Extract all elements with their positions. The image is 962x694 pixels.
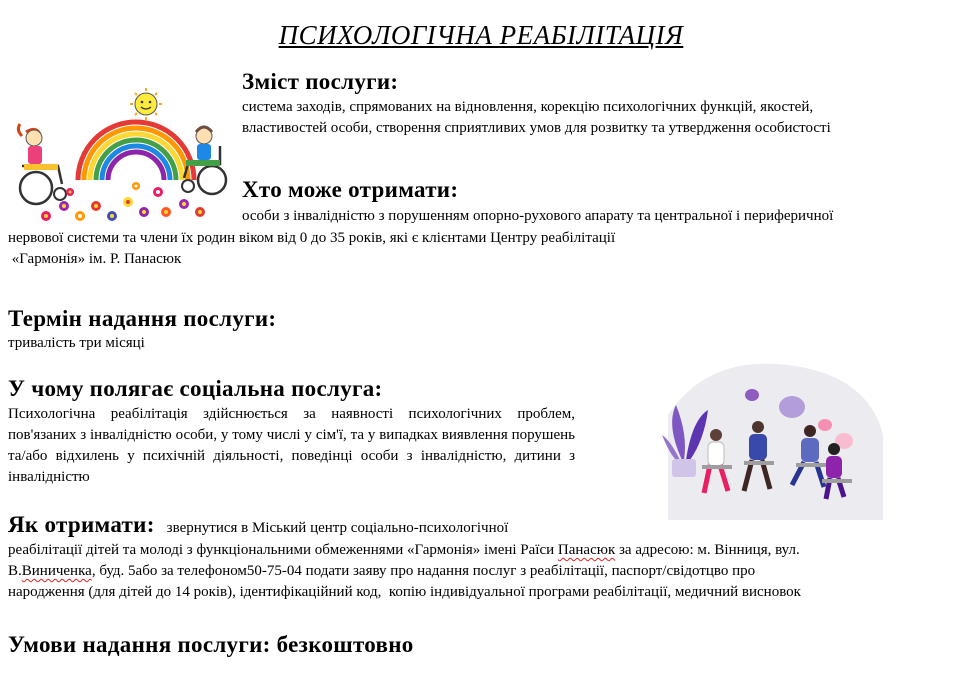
who-line-1: особи з інвалідністю з порушенням опорно-рухового апарату та центральної і периферичної [242,208,834,224]
term-heading: Термін надання послуги: [8,306,277,331]
content-line-1: система заходів, спрямованих на відновлення, корекцію психологічних функцій, якостей, [242,99,814,115]
sun-icon [130,88,162,120]
how-line-4: народження (для дітей до 14 років), ідентифікаційний код, копію індивідуальної програми реабілітації, медичний висновок [8,584,801,600]
how-line-3-street: Виниченка [21,563,92,579]
who-line-2: нервової системи та члени їх родин віком від 0 до 35 років, які є клієнтами Центру реабілітації [8,230,616,246]
group-therapy-illustration [648,345,888,520]
essence-heading: У чому полягає соціальна послуга: [8,376,383,401]
conditions-text: Умови надання послуги: безкоштовно [8,632,414,657]
how-line-2 [8,540,800,561]
page-title: ПСИХОЛОГІЧНА РЕАБІЛІТАЦІЯ [278,20,684,50]
child-wheelchair-right-icon [182,127,226,194]
how-heading: Як отримати: [8,512,155,537]
how-line-2-part-c: за адресою: м. Вінниця, вул. [615,542,800,558]
essence-text: Психологічна реабілітація здійснюється за наявності психологічних проблем, пов'язаних з інвалідністю особи, у тому числі у сім'ї, та у випадках виявлення порушень та/або відхилень у психічній діяльності, поведінці особи з інвалідністю, дитини з інвалідністю [8,406,575,485]
who-heading: Хто може отримати: [242,177,459,202]
how-first-line [8,512,508,539]
content-heading: Зміст послуги: [242,69,399,94]
rainbow-icon [78,122,194,180]
how-line-3-part-a: В. [8,563,22,579]
rainbow-kids-illustration [8,88,233,228]
how-line-2-surname: Панасюк [557,542,616,558]
content-line-2: властивостей особи, створення сприятливих умов для розвитку та утвердження особистості [242,120,831,136]
flowers-icon [41,182,205,221]
term-text: тривалість три місяці [8,335,145,351]
how-line-3 [8,561,755,582]
who-line-3: «Гармонія» ім. Р. Панасюк [8,251,182,267]
child-wheelchair-left-icon [18,124,66,204]
how-line-3-part-c: , буд. 5або за телефоном50-75-04 подати заяву про надання послуг з реабілітації, паспорт/свідотцво про [91,563,756,579]
how-line-1: звернутися в Міський центр соціально-психологічної [166,520,509,536]
how-line-2-part-a: реабілітації дітей та молоді з функціональними обмеженнями «Гармонія» імені Раїси [8,542,558,558]
